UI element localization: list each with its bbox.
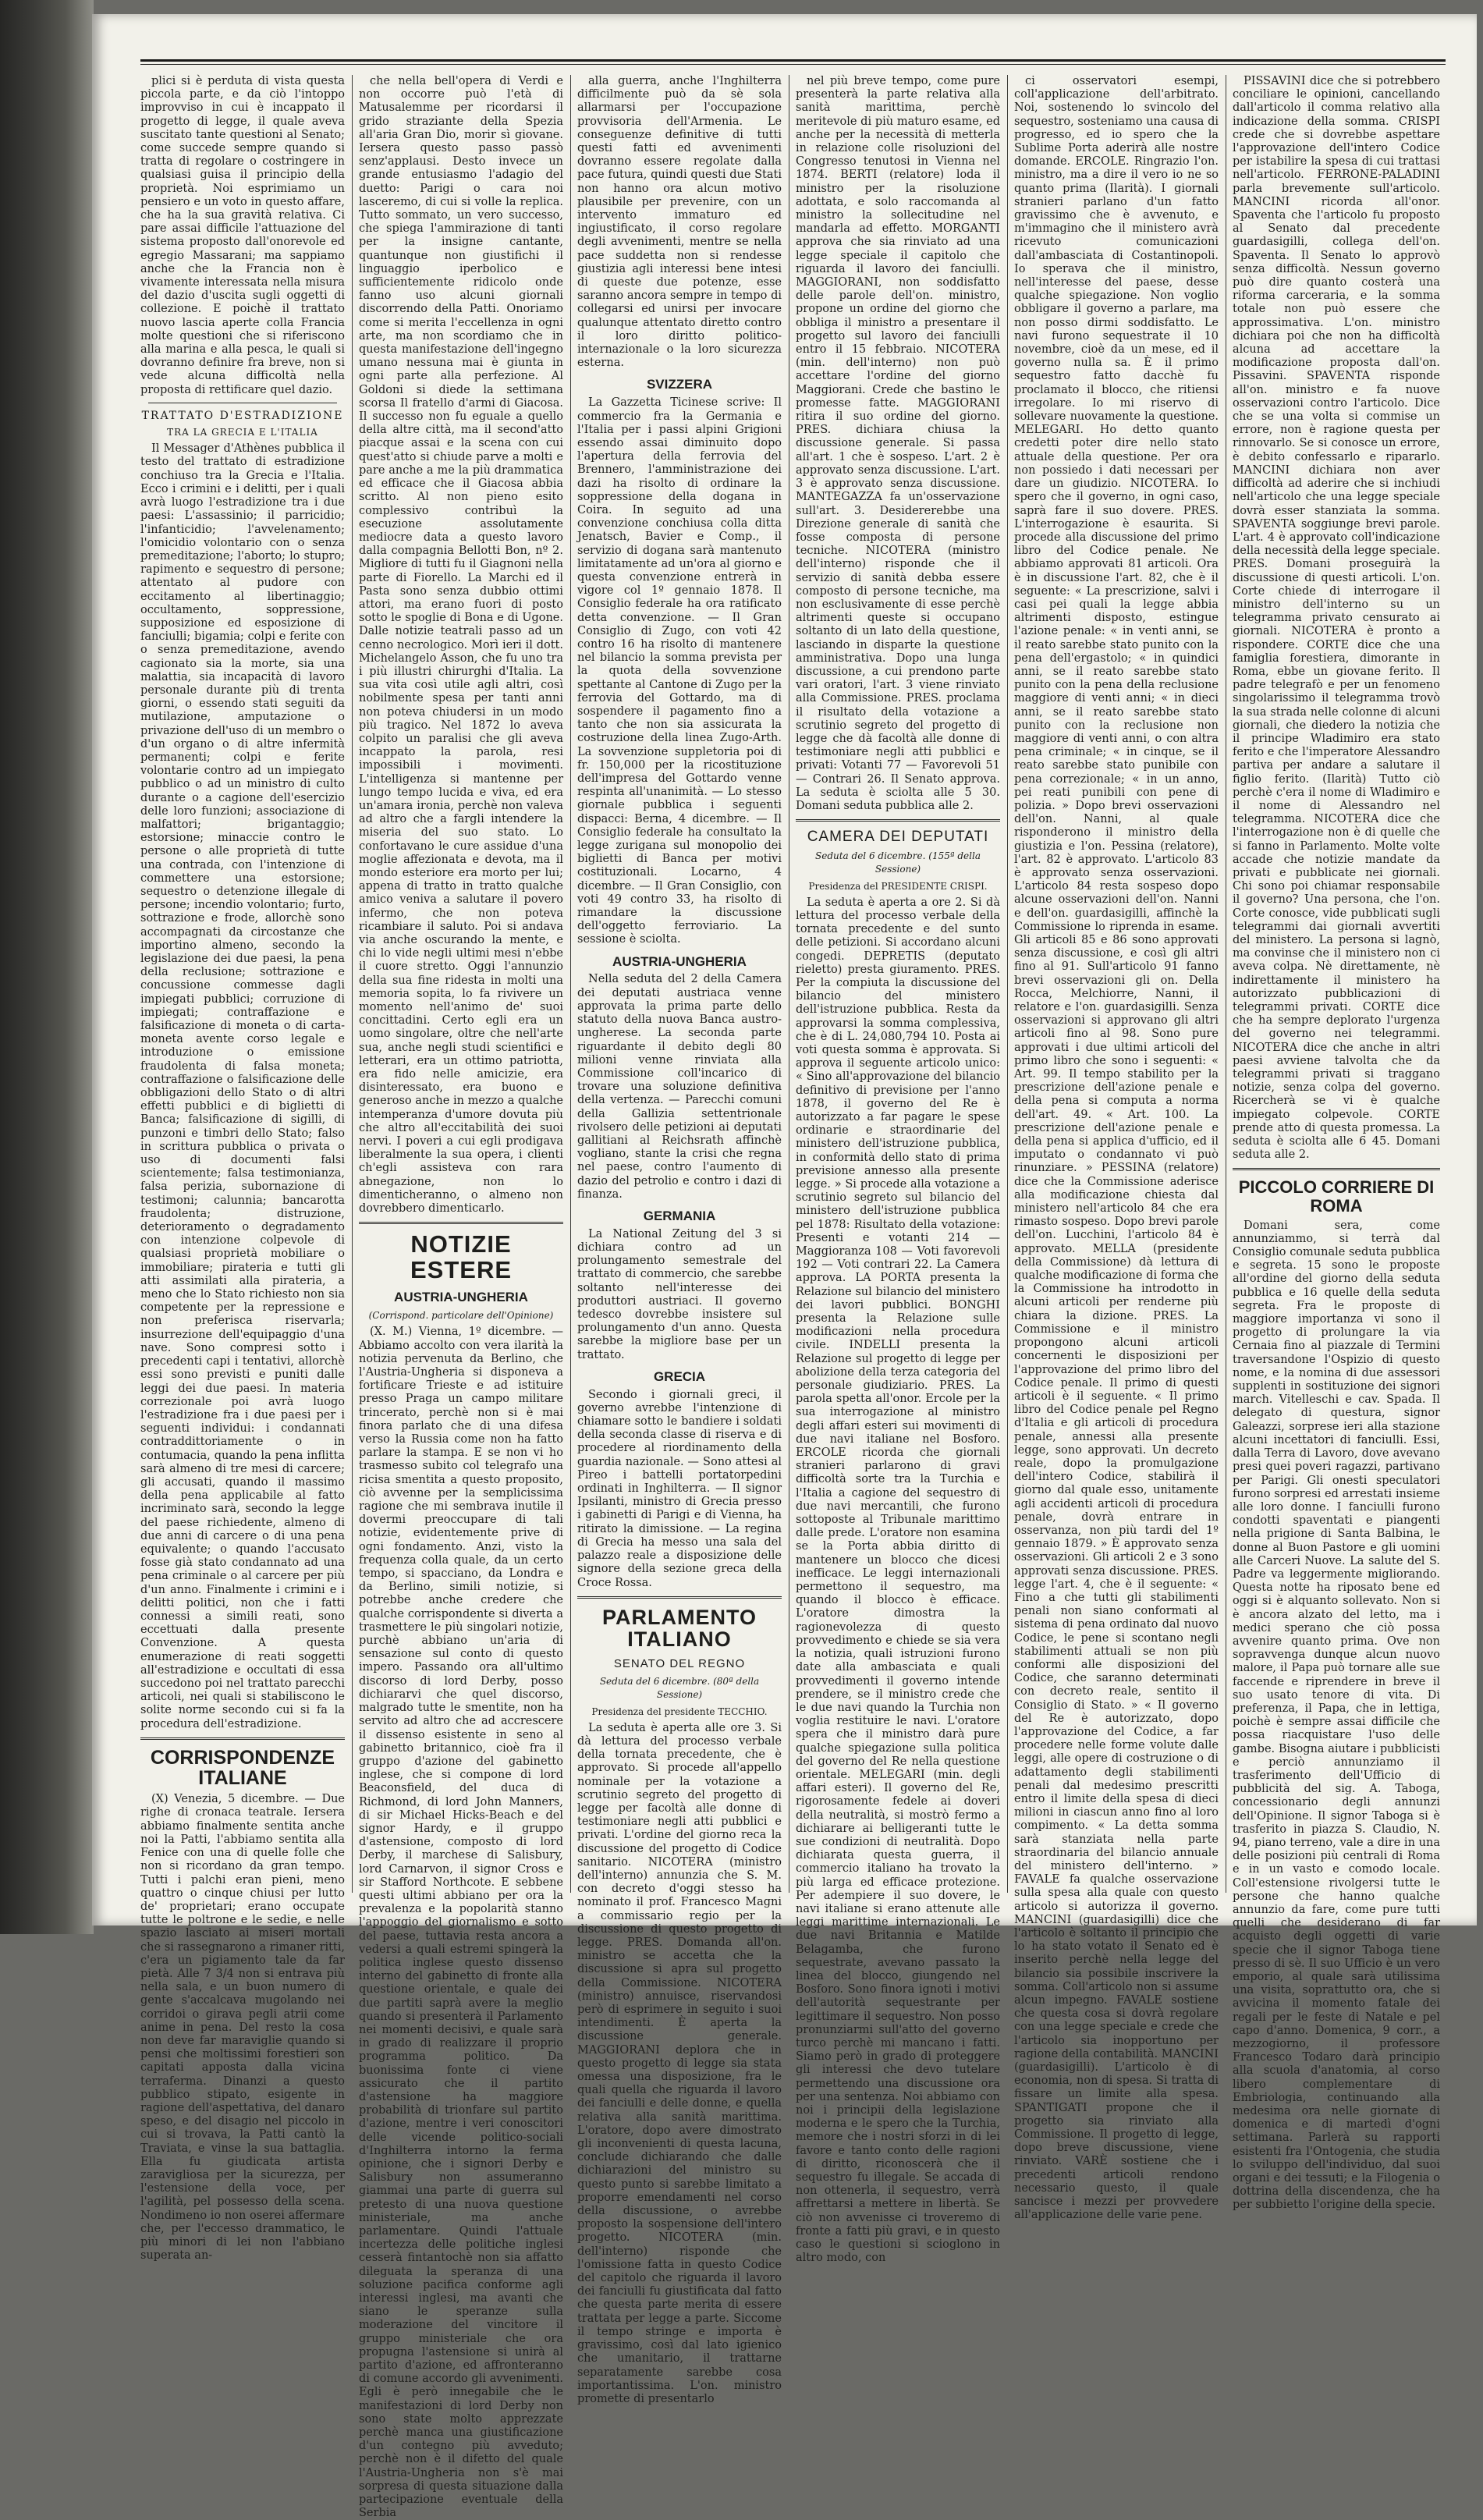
grecia-article: Secondo i giornali greci, il governo avrebbe l'intenzione di chiamare sotto le bandiere i soldati della seconda classe di riserva e di procedere al riordinamento della guardia nazionale. — Sono attesi al Pireo i battelli portatorpedini ordinati in Inghilterra. — Il signor Ipsilanti, ministro di Grecia presso i gabinetti di Parigi e di Vienna, ha ritirato la dimissione. — La regina di Grecia ha messo una sala del palazzo reale a disposizione delle signore della sezione greca della Croce Rossa. bbox=[577, 1388, 782, 1589]
column-4 bbox=[796, 75, 1000, 2265]
notizie-estere-heading: NOTIZIE ESTERE bbox=[410, 1230, 513, 1283]
senato-continued: nel più breve tempo, come pure presenterà la parte relativa alla sanità marittima, perchè meritevole di più maturo esame, ed anche per la necessità di metterla in relazione colle risoluzioni del Congresso tenutosi in Vienna nel 1874. BERTI (relatore) loda il ministro per la risoluzione adottata, e solo raccomanda al ministro la sollecitudine nel mandarla ad effetto. MORGANTI approva che sia rinviato ad una legge speciale il capitolo che riguarda il lavoro dei fanciulli. MAGGIORANI, non soddisfatto delle parole dell'on. ministro, propone un ordine del giorno che obbliga il ministro a presentare il progetto sul lavoro dei fanciulli entro il 15 febbraio. NICOTERA (min. dell'interno) non può accettare l'ordine del giorno Maggiorani. Crede che bastino le promesse fatte. MAGGIORANI ritira il suo ordine del giorno. PRES. dichiara chiusa la discussione generale. Si passa all'art. 1 che è sospeso. L'art. 2 è approvato senza discussione. L'art. 3 è approvato senza discussione. MANTEGAZZA fa un'osservazione sull'art. 3. Desidererebbe una Direzione generale di sanità che fosse composta di persone tecniche. NICOTERA (ministro dell'interno) risponde che il servizio di sanità debba essere composto di persone tecniche, ma non esclusivamente di esse perchè altrimenti queste si occupano soltanto di un lato della questione, lasciando in disparte la questione amministrativa. Dopo una lunga discussione, a cui prendono parte vari oratori, l'art. 3 viene rinviato alla Commissione. PRES. proclama il risultato della votazione a scrutinio segreto del progetto di legge che dà facoltà alle donne di testimoniare negli atti pubblici e privati: Votanti 77 — Favorevoli 51 — Contrari 26. Il Senato approva. La seduta è sciolta alle 5 30. Domani seduta pubblica alle 2. bbox=[796, 75, 1000, 812]
column-1 bbox=[140, 75, 345, 2263]
column-6 bbox=[1233, 75, 1440, 2212]
austria-article: (X. M.) Vienna, 1º dicembre. — Abbiamo accolto con vera ilarità la notizia pervenuta da Berlino, che l'Austria-Ungheria si disponeva a fortificare Trieste e ad istituire presso Praga un campo militare trincerato, perchè non si è mai finora parlato che di una difesa verso la Russia come non ha fatto parlare la stampa. E se non vi ho trasmesso subito col telegrafo una ricisa smentita a questo proposito, ciò avvenne per la semplicissima ragione che mi sembrava inutile il dovermi preoccupare di tali notizie, evidentemente prive di ogni fondamento. Anzi, visto la frequenza colla quale, da un certo tempo, si spacciano, da Londra e da Berlino, simili notizie, si potrebbe anche credere che qualche corrispondente si diverta a trasmettere le più singolari notizie, purchè abbiano un'aria di sensazione sul conto di questo impero. Passando ora all'ultimo discorso di lord Derby, posso dichiararvi che quel discorso, malgrado tutte le smentite, non ha servito ad altro che ad accrescere il dissenso esistente in seno al gabinetto britannico, cioè fra il gruppo d'azione del gabinetto inglese, che si compone di lord Beaconsfield, del duca di Richmond, di lord John Manners, di sir Michael Hicks-Beach e del signor Hardy, e il gruppo d'astensione, composto di lord Derby, il marchese di Salisbury, lord Carnarvon, il signor Cross e sir Stafford Northcote. E sebbene questi ultimi abbiano per ora la prevalenza e la popolarità stanno l'appoggio del giornalismo e sotto del paese, tuttavia resta ancora a vedersi a quali estremi spingerà la politica inglese questo dissenso interno del gabinetto di fronte alla questione orientale, e quale dei due partiti saprà avere la meglio quando si presenterà il Parlamento nei momenti decisivi, e quale sarà in grado di realizzare il proprio programma politico. Da buonissima fonte ci viene assicurato che il partito d'astensione ha maggiore probabilità di trionfare sul partito d'azione, mentre i veri conoscitori delle vicende politico-sociali d'Inghilterra intorno la ferma opinione, che i signori Derby e Salisbury non assumeranno giammai una parte di guerra sul pretesto di una nuova questione ministeriale, ma anche parlamentare. Quindi l'attuale incertezza delle politiche inglesi cesserà fintantochè non sia affatto dileguata la speranza di una soluzione pacifica conforme agli interessi inglesi, ma avanti che siano le speranze sulla moderazione del vincitore il gruppo ministeriale che ora propugna l'astensione si unirà al partito d'azione, ed affronteranno di comune accordo gli avvenimenti. Egli è però innegabile che le manifestazioni di lord Derby non sono state molto apprezzate perchè manca una giustificazione d'un contegno più avveduto; perchè non è il difetto del quale l'Austria-Ungheria non s'è mai sorpresa di questa situazione dalla partecipazione eventuale della Serbia bbox=[359, 1326, 563, 2520]
intro-article: plici si è perduta di vista questa piccola parte, e da ciò l'intoppo improvviso in cui è incappato il progetto di legge, il quale aveva suscitato tante questioni al Senato; come succede sempre quando si tratta di regolare o costringere in qualsiasi guisa il principio della proprietà. Noi esprimiamo un pensiero e un voto in questo affare, che ha la sua gravità relativa. Ci pare assai difficile l'attuazione del sistema proposto dall'onorevole ed egregio Massarani; ma sappiamo anche che la Francia non è vivamente interessata nella misura del dazio d'uscita sugli oggetti di collezione. E poichè il trattato nuovo lascia aperte colla Francia molte questioni che si riferiscono alla marina e alla pesca, le quali si dovranno definire fra breve, non si vede alcuna difficoltà nella proposta di rettificare quel dazio. bbox=[140, 75, 345, 396]
header-rule-thin bbox=[140, 64, 1446, 65]
camera-presidenza: Presidenza del PRESIDENTE CRISPI. bbox=[808, 880, 988, 892]
divider bbox=[1233, 1168, 1440, 1170]
svizzera-article: La Gazzetta Ticinese scrive: Il commercio fra la Germania e l'Italia per i passi alpini Grigioni essendo assai diminuito dopo l'apertura della ferrovia del Brennero, l'amministrazione dei dazi ha risolto di ordinare la soppressione della dogana in Coira. In seguito ad una convenzione conchiusa colla ditta Jenatsch, Bavier e Comp., il servizio di dogana sarà mantenuto limitatamente ad un'ora al giorno e questa convenzione entrerà in vigore col 1º gennaio 1878. Il Consiglio federale ha ora ratificato detta convenzione. — Il Gran Consiglio di Zugo, con voti 42 contro 16 ha risolto di mantenere nel bilancio la somma prevista per la quota della sovvenzione spettante al Cantone di Zugo per la ferrovia del Gottardo, ma di sospendere il pagamento fino a tanto che non sia assicurata la costruzione della linea Zugo-Arth. La sovvenzione suppletoria poi di fr. 150,000 per la ricostituzione dell'impresa del Gottardo venne respinta all'unanimità. — Lo stesso giornale pubblica i seguenti dispacci: Berna, 4 dicembre. — Il Consiglio federale ha consultato la legge zurigana sul monopolio dei biglietti di Banca per motivi costituzionali. Locarno, 4 dicembre. — Il Gran Consiglio, con voti 49 contro 33, ha risolto di rimandare la discussione dell'oggetto ferroviario. La sessione è sciolta. bbox=[577, 396, 782, 946]
camera-continued: ci osservatori esempi, coll'applicazione dell'arbitrato. Noi, sostenendo lo svincolo del sequestro, sosteniamo una causa di progresso, ed io spero che la Sublime Porta aderirà alle nostre domande. ERCOLE. Ringrazio l'on. ministro, ma a dire il vero io ne so quanto prima (Ilarità). I giornali stranieri parlano d'un fatto gravissimo che è avvenuto, e m'immagino che il ministero avrà ricevuto comunicazioni dall'ambasciata di Costantinopoli. Io sperava che il ministro, nell'interesse del paese, desse qualche spiegazione. Non voglio obbligare il governo a parlare, ma non posso dirmi soddisfatto. Le navi furono sequestrate il 10 novembre, cioè da un mese, ed il governo nulla sa. È il primo sequestro fatto dacchè fu proclamato il blocco, che ritiensi irregolare. Io mi riservo di sollevare nuovamente la questione. MELEGARI. Ho detto quanto credetti poter dire nello stato attuale della questione. Per ora non possiedo i dati necessari per dare un giudizio. NICOTERA. Io spero che il governo, in ogni caso, saprà fare il suo dovere. PRES. L'interrogazione è esaurita. Si procede alla discussione del primo libro del Codice penale. Ne abbiamo approvati 81 articoli. Ora è in discussione l'art. 82, che è il seguente: « La prescrizione, salvi i casi pei quali la legge abbia altrimenti disposto, estingue l'azione penale: « in venti anni, se il reato sarebbe stato punito con la pena dell'ergastolo; « in quindici anni, se il reato sarebbe stato punito con la pena della reclusione maggiore di venti anni; « in dieci anni, se il reato sarebbe stato punito con la reclusione non maggiore di venti anni, o con altra pena criminale; « in cinque, se il reato sarebbe stato punibile con pena correzionale; « in un anno, pei reati punibili con pene di polizia. » Dopo brevi osservazioni dell'on. Nanni, al quale risponderono il ministro della giustizia e l'on. Pessina (relatore), l'art. 82 è approvato. L'articolo 83 è approvato senza osservazioni. L'articolo 84 resta sospeso dopo alcune osservazioni dell'on. Nanni e dell'on. guardasigilli, affinchè la Commissione lo riprenda in esame. Gli articoli 85 e 86 sono approvati senza discussione, e così gli altri fino al 91. Sull'articolo 91 fanno brevi osservazioni gli on. Della Rocca, Melchiorre, Nanni, il relatore e l'on. guardasigilli. Senza osservazioni si approvano gli altri articoli fino al 98. Sono pure approvati i due ultimi articoli del primo libro che sono i seguenti: « Art. 99. Il tempo stabilito per la prescrizione dell'azione penale e della pena si computa a norma dell'art. 49. « Art. 100. La prescrizione dell'azione penale e della pena si applica d'ufficio, ed il imputato o condannato vi può rinunziare. » PESSINA (relatore) dice che la Commissione aderisce alla modificazione chiesta dal ministero nell'articolo 84 che era rimasto sospeso. Dopo brevi parole dell'on. Lucchini, l'articolo 84 è approvato. MELLA (presidente della Commissione) dà lettura di qualche modificazione di forma che la Commissione ha introdotto in alcuni articoli per renderne più chiara la dizione. PRES. La Commissione e il ministro propongono alcuni articoli concernenti le disposizioni per l'approvazione del primo libro del Codice penale. Il primo di questi articoli è il seguente. « Il primo libro del Codice penale pel Regno d'Italia e gli articoli di procedura penale, annessi alla presente legge, sono approvati. Un decreto reale, dopo la promulgazione dell'intero Codice, stabilirà il giorno dal quale esso, unitamente agli accidenti articoli di procedura penale, dovrà entrare in osservanza, non più tardi del 1º gennaio 1879. » È approvato senza osservazioni. Gli articoli 2 e 3 sono approvati senza discussione. PRES. legge l'art. 4, che è il seguente: « Fino a che tutti gli stabilimenti penali non siano conformati al sistema di pena ordinato dal nuovo Codice, le pene si scontano negli stabilimenti attuali se non più conformi alle disposizioni del Codice, che saranno determinati con decreto reale, sentito il Consiglio di Stato. » « Il governo del Re è autorizzato, dopo l'approvazione del Codice, a far procedere nelle forme volute dalle leggi, alle opere di costruzione o di adattamento degli stabilimenti penali dal medesimo prescritti entro il limite della spesa di dieci milioni in ciascun anno fino al loro compimento. « La detta somma sarà stanziata nella parte straordinaria del bilancio annuale del ministero dell'interno. » FAVALE fa qualche osservazione sulla spesa alla quale con questo articolo si autorizza il governo. MANCINI (guardasigilli) dice che l'articolo è soltanto il principio che lo ha stato votato il Senato ed è inserito perchè nella legge del bilancio sia possibile inscrivere la somma. Coll'articolo non si assume alcun impegno. FAVALE sostiene che questa cosa si dovrà regolare con una legge speciale e crede che l'articolo sia inopportuno per ragione della contabilità. MANCINI (guardasigilli). L'articolo è di economia, non di spesa. Si tratta di fissare un limite alla spesa. SPANTIGATI propone che il progetto sia rinviato alla Commissione. Il progetto di legge, dopo breve discussione, viene rinviato. VARÈ sostiene che i precedenti articoli rendono necessario questo, il quale sancisce i mezzi per provvedere all'applicazione delle varie pene. bbox=[1014, 75, 1219, 2222]
newspaper-page bbox=[92, 14, 1477, 2520]
senato-report: La seduta è aperta alle ore 3. Si dà lettura del processo verbale della tornata precedente, che è approvato. Si procede all'appello nominale per la votazione a scrutinio segreto del progetto di legge per facoltà alle donne di testimoniare negli atti pubblici e privati. L'ordine del giorno reca la discussione del progetto di Codice sanitario. NICOTERA (ministro dell'interno) annunzia che S. M. con decreto d'oggi stesso ha nominato il prof. Francesco Magni a commissario regio per la discussione di questo progetto di legge. PRES. Domanda all'on. ministro se accetta che la discussione si apra sul progetto della Commissione. NICOTERA (ministro) annuisce, riservandosi però di esprimere in seguito i suoi intendimenti. È aperta la discussione generale. MAGGIORANI deplora che in questo progetto di legge sia stata omessa una disposizione, fra le quali quella che riguarda il lavoro dei fanciulli e delle donne, e quella relativa alla sanità marittima. L'oratore, dopo avere dimostrato gli inconvenienti di questa lacuna, conclude dichiarando che dalle dichiarazioni del ministro su questo punto si sarebbe limitato a proporre emendamenti nel corso della discussione, o avrebbe proposto la sospensione dell'intero progetto. NICOTERA (min. dell'interno) risponde che l'omissione fatta in questo Codice del capitolo che riguarda il lavoro dei fanciulli fu giustificata dal fatto che questa parte merita di essere trattata per legge a parte. Siccome il tempo stringe e importa è gravissimo, così dal lato igienico che umanitario, il trattarne separatamente sarebbe cosa importantissima. L'on. ministro promette di presentarlo bbox=[577, 1721, 782, 2405]
header-rule bbox=[140, 59, 1446, 62]
column-rule bbox=[570, 75, 571, 1893]
austria-continued: alla guerra, anche l'Inghilterra difficilmente può da sè sola allarmarsi per l'occupazione provvisoria dell'Armenia. Le conseguenze definitive di tutti questi fatti ed avvenimenti dovranno essere regolate dalla pace futura, quindi questi due Stati non hanno ora alcun motivo plausibile per prevenire, con un intervento immaturo ed ingiustificato, il corso regolare degli avvenimenti, mentre se nella pace suddetta non si rendesse giustizia agli interessi bene intesi di queste due potenze, esse saranno ancora sempre in tempo di collegarsi ed unirsi per invocare qualunque attentato diretto contro il loro diritto politico-internazionale o la loro sicurezza esterna. bbox=[577, 75, 782, 370]
divider bbox=[796, 819, 1000, 822]
camera-heading: CAMERA DEI DEPUTATI bbox=[807, 829, 989, 846]
svizzera-heading: SVIZZERA bbox=[646, 377, 713, 392]
parlamento-heading: PARLAMENTO ITALIANO bbox=[602, 1605, 757, 1652]
corriere-roma-article: Domani sera, come annunziammo, si terrà dal Consiglio comunale seduta pubblica e segreta. 15 sono le proposte all'ordine del giorno della seduta pubblica e 16 quelle della seduta segreta. Fra le proposte di maggiore importanza vi sono il progetto di prolungare la via Cernaia fino al piazzale di Termini traversandone l'Ospizio di questo nome, e la nomina di due assessori supplenti in sostituzione dei signori march. Vitelleschi e cav. Spada. Il delegato di questura, signor Galeazzi, sorprese ieri alla stazione alcuni incettatori di fanciulli. Essi, dalla Terra di Lavoro, dove avevano presi quei poveri ragazzi, partivano per Parigi. Gli onesti speculatori furono sorpresi ed arrestati insieme alle loro donne. I fanciulli furono condotti spaventati e piangenti nella prigione di Santa Balbina, le donne al Buon Pastore e gli uomini alle Carceri Nuove. La salute del S. Padre va leggermente migliorando. Questa notte ha riposato bene ed oggi si è alquanto sollevato. Non si è ancora alzato del letto, ma i medici sperano che ciò possa avvenire quanto prima. Ove non sopravvenga dunque alcun nuovo malore, il Papa può tornare alle sue faccende e riprendere in breve il suo usato tenore di vita. Di preferenza, il Papa, che in lettiga, poichè è sempre assai difficile che possa riacquistare l'uso delle gambe. Bisogna aiutare i pubblicisti e perciò annunziamo il trasferimento dell'Ufficio di pubblicità del sig. A. Taboga, concessionario degli annunzi dell'Opinione. Il signor Taboga si è trasferito in piazza S. Claudio, N. 94, piano terreno, vale a dire in una delle posizioni più centrali di Roma e in un vasto e comodo locale. Coll'estensione rivolgersi tutte le persone che hanno qualche annunzio da fare, come pure tutti quelli che desiderano di far acquisto degli oggetti di varie specie che il signor Taboga tiene presso di sè. Il suo Ufficio è un vero emporio, al quale sarà utilissima una visita, soprattutto ora, che si avvicina il momento fatale dei regali per le feste di Natale e pel capo d'anno. Domenica, 9 corr., a mezzogiorno, il professore Francesco Todaro darà principio alla scuola d'anatomia, al corso libero complementare di Embriologia, continuando alla medesima ora nelle giornate di domenica e di martedì d'ogni settimana. Parlerà su rapporti esistenti fra l'Ontogenia, che studia lo sviluppo dell'individuo, dal suoi organi e dei tessuti; e la Filogenia o dottrina della discendenza, che ha per subbietto l'origine della specie. bbox=[1233, 1219, 1440, 2212]
column-3 bbox=[577, 75, 782, 2405]
treaty-title: TRATTATO D'ESTRADIZIONE bbox=[141, 409, 344, 422]
corrispondenze-heading: CORRISPONDENZE ITALIANE bbox=[150, 1746, 335, 1790]
germania-article: La National Zeitung del 3 si dichiara contro ad un prolungamento semestrale del trattato di commercio, che sarebbe soltanto nell'interesse dei produttori austriaci. Il governo tedesco dovrebbe insistere sul prolungamento d'un anno. Questa sarebbe la migliore base per un trattato. bbox=[577, 1227, 782, 1361]
treaty-subtitle: TRA LA GRECIA E L'ITALIA bbox=[167, 427, 318, 438]
senato-presidenza: Presidenza del presidente TECCHIO. bbox=[591, 1705, 768, 1717]
divider bbox=[577, 1596, 782, 1599]
column-2 bbox=[359, 75, 563, 2520]
column-rule bbox=[1007, 75, 1008, 1893]
corrispondenze-article: (X) Venezia, 5 dicembre. — Due righe di cronaca teatrale. Iersera abbiamo finalmente sentita anche noi la Patti, l'abbiamo sentita alla Fenice con una di quelle folle che non si ricordano da gran tempo. Tutti i palchi eran pieni, meno quattro o cinque chiusi per lutto de' proprietari; erano occupate tutte le poltrone e le sedie, e nelle spazio lasciato ai miseri mortali che si rassegnarono a rimaner ritti, c'era un pigiamento tale da far pietà. Alle 7 3/4 non si entrava più nella sala, e un buon numero di gente s'accalcava mugolando nei corridoi o girava pegli atrii come anime in pena. Del resto la cosa non deve far maraviglie quando si pensi che moltissimi forestieri son capitati apposta dalla vicina terraferma. Dinanzi a questo pubblico stipato, esigente in ragione dell'aspettativa, del danaro speso, e del disagio nel piccolo in cui si trovava, la Patti cantò la Traviata, e vinse la sua battaglia. Ella fu giudicata artista zaravigliosa per la sicurezza, per l'estensione della voce, per l'agilità, pel possesso della scena. Nondimeno io non oserei affermare che, per l'eccesso drammatico, le più minori di lei non l'abbiano superata an- bbox=[140, 1793, 345, 2263]
divider bbox=[140, 1737, 345, 1740]
treaty-article: Il Messager d'Athènes pubblica il testo del trattato di estradizione conchiuso tra la Grecia e l'Italia. Ecco i crimini e i delitti, per i quali avrà luogo l'estradizione tra i due paesi: L'assassinio; il parricidio; l'infanticidio; l'avvelenamento; l'omicidio volontario con o senza premeditazione; l'aborto; lo stupro; rapimento e sequestro di persone; attentato al pudore con eccitamento al libertinaggio; occultamento, soppressione, supposizione ed esposizione di fanciulli; bigamia; colpi e ferite con o senza premeditazione, avendo cagionato sia la morte, sia una malattia, sia incapacità di lavoro personale durante più di trenta giorni, o essendo stati seguiti da mutilazione, amputazione o privazione dell'uso di un membro o d'un organo o di altre infermità permanenti; colpi e ferite volontarie contro ad un impiegato pubblico o ad un ministro di culto durante o a cagione dell'esercizio delle loro funzioni; associazione di malfattori; brigantaggio; estorsione; minaccie contro le persone o alle proprietà di tutte una contrada, con l'intenzione di commettere una estorsione; sequestro o detenzione illegale di persone; incendio volontario; furto, sottrazione e frode, allorchè sono accompagnati da circostanze che importino almeno, secondo la legislazione dei due paesi, la pena della reclusione; sottrazione e concussione commesse dagli impiegati pubblici; corruzione di impiegati; contraffazione e falsificazione di moneta o di carta-moneta avente corso legale e introduzione o emissione fraudolenta di falsa moneta; contraffazione o falsificazione delle obbligazioni dello Stato o di altri effetti pubblici e di biglietti di Banca; falsificazione di sigilli, di punzoni e timbri dello Stato; falso in scrittura pubblica o privata o uso di documenti falsi scientemente; falsa testimonianza, falsa perizia, subornazione di testimoni; calunnia; bancarotta fraudolenta; distruzione, deterioramento o degradamento con intenzione colpevole di qualsiasi proprietà mobiliare o immobiliare; pirateria e tutti gli atti assimilati alla pirateria, a meno che lo Stato richiesto non sia competente per la repressione e non preferisca riservarla; insurrezione dell'equipaggio d'una nave. Sono compresi sotto i precedenti capi i tentativi, allorchè essi sono previsti e puniti dalle leggi dei due paesi. In materia correzionale poi avrà luogo l'estradizione fra i due paesi per i seguenti individui: i condannati contraddittoriamente o in contumacia, quando la pena inflitta sarà almeno di tre mesi di carcere; gli accusati, quando il massimo della pena applicabile al fatto incriminato sarà, secondo la legge del paese richiedente, almeno di due anni di carcere o di una pena equivalente; o quando l'accusato fosse già stato condannato ad una pena criminale o al carcere per più d'un anno. Finalmente i crimini e i delitti politici, non che i fatti connessi a simili reati, sono eccettuati dalla presente Convenzione. A questa enumerazione di reati soggetti all'estradizione e occultati di essa succedono poi nel trattato parecchi articoli, nei quali si stabiliscono le solite norme secondo cui si fa la procedura dell'estradizione. bbox=[140, 442, 345, 1730]
austria-heading: AUSTRIA-UNGHERIA bbox=[394, 1290, 528, 1305]
book-binding bbox=[0, 0, 94, 1934]
senato-heading: SENATO DEL REGNO bbox=[613, 1657, 746, 1671]
austria-ungheria-article: Nella seduta del 2 della Camera dei deputati austriaca venne approvata la prima parte dello statuto della nuova Banca austro-ungherese. La seconda parte riguardante il debito degli 80 milioni venne rinviata alla Commissione coll'incarico di trovare una soluzione definitiva della vertenza. — Parecchi comuni della Gallizia settentrionale rivolsero delle petizioni ai deputati gallitiani al Reichsrath affinchè vogliano, stante la crisi che regna nel paese, contro l'aumento di dazio del petrolio e contro i dazi di finanza. bbox=[577, 973, 782, 1201]
divider bbox=[359, 1222, 563, 1224]
camera-end: PISSAVINI dice che si potrebbero conciliare le opinioni, cancellando dall'articolo il comma relativo alla indicazione della somma. CRISPI crede che si dovrebbe aspettare l'approvazione dell'intero Codice per istabilire la spesa di cui trattasi nell'articolo. FERRONE-PALADINI parla brevemente sull'articolo. MANCINI ricorda all'onor. Spaventa che l'articolo fu proposto al Senato dal precedente guardasigilli, collega dell'on. Spaventa. Il Senato lo approvò senza difficoltà. Nessun governo può dire quanto costerà una riforma carceraria, e la somma totale non può essere che approssimativa. L'on. ministro dichiara poi che non ha difficoltà alcuna ad accettare la modificazione proposta dall'on. Pissavini. SPAVENTA risponde all'on. ministro e fa nuove osservazioni contro l'articolo. Dice che se una volta si commise un errore, non è ragione questa per rinnovarlo. Se si conosce un errore, è debito confessarlo e ripararlo. MANCINI dichiara non aver difficoltà ad aderire che si inchiudi nell'articolo che una legge speciale dovrà esser stanziata la somma. SPAVENTA soggiunge brevi parole. L'art. 4 è approvato coll'indicazione della necessità della legge speciale. PRES. Domani proseguirà la discussione di questi articoli. L'on. Corte chiede di interrogare il ministro dell'interno su un telegramma privato censurato ai giornali. NICOTERA è pronto a rispondere. CORTE dice che una famiglia forestiera, dimorante in Roma, ebbe un giovane ferito. Il padre telegrafò e per un fenomeno singolarissimo il telegramma trovò la sua strada nelle colonne di alcuni giornali, che diedero la notizia che il principe Wladimiro era stato ferito e che l'imperatore Alessandro partiva per andare a salutare il figlio ferito. (Ilarità) Tutto ciò perchè c'era il nome di Wladimiro e il nome di Alessandro nel telegramma. NICOTERA dice che l'interrogazione non è di quelle che si fanno in Parlamento. Molte volte accade che notizie mandate da privati e pubblicate nei giornali. Chi sono poi chiamar responsabile il governo? Una persona, che l'on. Corte conosce, vide pubblicati sugli telegrammi dai giornali avvertiti del ministero. La persona si lagnò, ma convinse che il ministero non ci aveva colpa. Nè direttamente, nè indirettamente il ministero ha autorizzato pubblicazioni di telegrammi privati. CORTE dice che ha sempre deplorato l'urgenza del governo nei telegrammi. NICOTERA dice che anche in altri paesi avviene talvolta che da telegrammi privati si traggano notizie, senza colpa del governo. Ricercherà se vi è qualche impiegato colpevole. CORTE prende atto di questa promessa. La seduta è sciolta alle 6 45. Domani seduta alle 2. bbox=[1233, 75, 1440, 1162]
theatre-article: che nella bell'opera di Verdi e non occorre può l'età di Matusalemme per ricordarsi il grido straziante della Spezia all'aria Gran Dio, morir sì giovane. Iersera questo passo passò senz'applausi. Desto invece un grande entusiasmo l'adagio del duetto: Parigi o cara noi lasceremo, di cui si volle la replica. Tutto sommato, un vero successo, che spiega l'ammirazione di tanti per la insigne cantante, quantunque non giustifichi il linguaggio iperbolico e sufficientemente ridicolo onde fanno uso alcuni giornali discorrendo della Patti. Onoriamo come si merita l'eccellenza in ogni arte, ma non scordiamo che in questa manifestazione dell'ingegno umano nessuna mai è giunta in ogni parte alla perfezione. Al Goldoni si diede la settimana scorsa Il fratello d'armi di Giacosa. Il successo non fu eguale a quello della altre città, ma il second'atto piacque assai e la scena con cui quest'atto si chiude parve a molti e pare anche a me la più drammatica ed efficace che il Giacosa abbia scritto. Al non pieno esito complessivo contribuì la esecuzione assolutamente mediocre data a questo lavoro dalla compagnia Bellotti Bon, nº 2. Migliore di tutti fu il Giagnoni nella parte di Fiorello. La Marchi ed il Pasta sono senza dubbio ottimi attori, ma erano fuori di posto sotto le spoglie di Bona e di Ugone. Dalle notizie teatrali passo ad un cenno necrologico. Morì ieri il dott. Michelangelo Asson, che fu uno tra i più illustri chirurghi d'Italia. La sua vita così utile agli altri, così nobilmente spesa per tanti anni non poteva chiudersi in un modo più tragico. Nel 1872 lo aveva colpito un paralisi che gli aveva incappato la parola, resi impossibili i movimenti. L'intelligenza si mantenne per lungo tempo lucida e viva, ed era un'amara ironia, perchè non valeva ad altro che a fargli intendere la miseria del suo stato. Lo confortavano le cure assidue d'una moglie affezionata e devota, ma il mondo esteriore era morto per lui; appena di tratto in tratto qualche amico veniva a salutare il povero infermo, che non poteva ricambiare il saluto. Poi si andava via anche oscurando la mente, e chi lo vide negli ultimi mesi n'ebbe il cuore stretto. Oggi l'annunzio della sua fine ridesta in molti una memoria sopita, lo fa rivivere un momento nell'animo de' suoi concittadini. Certo egli era un uomo singolare, oltre che nell'arte sua, anche negli studi scientifici e letterari, era un ottimo patriotta, era fido nelle amicizie, era disinteressato, era buono e generoso anche in mezzo a qualche intemperanza d'umore dovuta più che altro all'eccitabilità dei suoi nervi. I poveri a cui egli prodigava liberalmente la sua opera, i clienti ch'egli assisteva con rara abnegazione, non lo dimenticheranno, o almeno non dovrebbero dimenticarlo. bbox=[359, 75, 563, 1216]
austria-ungheria-heading: AUSTRIA-UNGHERIA bbox=[612, 953, 747, 969]
austria-subtitle: (Corrispond. particolare dell'Opinione) bbox=[368, 1310, 554, 1322]
corriere-roma-heading: PICCOLO CORRIERE DI ROMA bbox=[1238, 1177, 1435, 1216]
camera-report: La seduta è aperta a ore 2. Si dà lettura del processo verbale della tornata precedente e del sunto delle petizioni. Si accordano alcuni congedi. DEPRETIS (deputato rieletto) presta giuramento. PRES. Per la compiuta la discussione del bilancio del ministero dell'istruzione pubblica. Resta da approvarsi la somma complessiva, che è di L. 24,080,794 10. Posta ai voti questa somma è approvata. Si approva il seguente articolo unico: « Sino all'approvazione del bilancio definitivo di previsione per l'anno 1878, il governo del Re è autorizzato a far pagare le spese ordinarie e straordinarie del ministero dell'istruzione pubblica, in conformità dello stato di prima previsione annesso alla presente legge. » Si procede alla votazione a scrutinio segreto sul bilancio del ministero dell'istruzione pubblica pel 1878: Risultato della votazione: Presenti e votanti 214 — Maggioranza 108 — Voti favorevoli 192 — Voti contrari 22. La Camera approva. LA PORTA presenta la Relazione sul bilancio del ministero dei lavori pubblici. BONGHI presenta la Relazione sulle modificazioni nella procedura civile. INDELLI presenta la Relazione sul progetto di legge per abolizione della terza categoria del personale giudiziario. PRES. La parola spetta all'onor. Ercole per la sua interrogazione al ministro degli affari esteri sui movimenti di due navi italiane nel Bosforo. ERCOLE ricorda che giornali stranieri parlarono di gravi difficoltà sorte tra la Turchia e l'Italia a cagione del sequestro di due navi mercantili, che furono sottoposte al Tribunale marittimo dalle prede. L'oratore non esamina se la Porta abbia diritto di mantenere un blocco che dicesi inefficace. Le leggi internazionali permettono il sequestro, ma quando il blocco è efficace. L'oratore dimostra la ragionevolezza di questo provvedimento e chiede se sia vera la notizia, quali istruzioni furono date alla ambasciata e quali provvedimenti il governo intende prendere, se il ministro crede che le due navi quando la Turchia non voglia restituire le navi. L'oratore spera che il ministro darà pure qualche spiegazione sulla politica del governo del Re nella questione orientale. MELEGARI (min. degli affari esteri). Il governo del Re, rigorosamente fedele ai doveri della neutralità, si mostrò fermo a dichiarare ai belligeranti tutte le sue condizioni di neutralità. Dopo dichiarata questa guerra, il commercio italiano ha trovato la più larga ed efficace protezione. Per adempiere il suo dovere, le navi italiane si erano attenute alle leggi marittime internazionali. Le due navi Britannia e Matilde Belagamba, che furono sequestrate, avevano passato la linea del blocco, giungendo nel Bosforo. Sono finora ignoti i motivi dell'autorità sequestrante per legittimare il sequestro. Non posso pronunziarmi sull'atto del governo turco perchè mi mancano i fatti. Siamo però in grado di proteggere gli interessi che devo tutelare permettendo una discussione ora per una sentenza. Noi abbiamo con noi i principii della legislazione moderna e le spero che la Turchia, memore che i nostri sforzi in di lei favore e tanto conto delle ragioni di diritto, riconoscerà che il sequestro fu illegale. Se accada di non ottenerla, il sequestro, verrà affrettarsi a mettere in libertà. Se ciò non avvenisse ci troveremo di fronte a fatti più gravi, e in questo caso le questioni si scioglono in altro modo, con bbox=[796, 896, 1000, 2265]
germania-heading: GERMANIA bbox=[643, 1208, 716, 1223]
column-rule bbox=[352, 75, 353, 1893]
senato-session: Seduta del 6 dicembre. (80ª della Sessione) bbox=[599, 1676, 760, 1701]
camera-session: Seduta del 6 dicembre. (155ª della Sessione) bbox=[815, 850, 981, 875]
grecia-heading: GRECIA bbox=[653, 1368, 706, 1384]
column-5 bbox=[1014, 75, 1219, 2222]
